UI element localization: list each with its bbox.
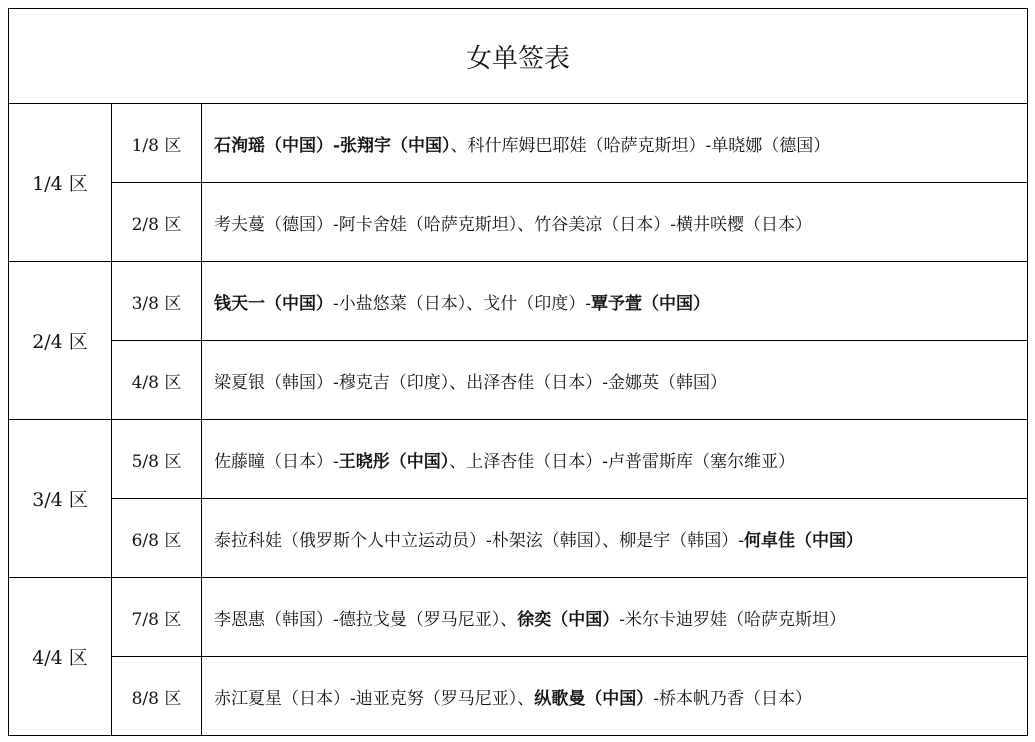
eighth-label: 4/8 区 (112, 341, 202, 420)
draw-segment: 李恩惠（韩国）-德拉戈曼（罗马尼亚）、 (214, 609, 518, 630)
draw-segment: -桥本帆乃香（日本） (653, 688, 812, 709)
draw-cell (202, 578, 1028, 657)
draw-segment: 泰拉科娃（俄罗斯个人中立运动员）-朴架泫（韩国）、柳是宇（韩国）- (214, 530, 744, 551)
eighth-label: 5/8 区 (112, 420, 202, 499)
eighth-label: 6/8 区 (112, 499, 202, 578)
draw-segment: 考夫蔓（德国）-阿卡舍娃（哈萨克斯坦）、竹谷美凉（日本）-横井咲樱（日本） (214, 214, 812, 235)
draw-segment: 、科什库姆巴耶娃（哈萨克斯坦）-单晓娜（德国） (450, 135, 831, 156)
title-row (9, 9, 1028, 104)
quarter-label: 4/4 区 (9, 578, 112, 736)
draw-segment: 梁夏银（韩国）-穆克吉（印度）、出泽杏佳（日本）-金娜英（韩国） (214, 372, 727, 393)
table-row (9, 420, 1028, 499)
draw-segment-chinese-player: 覃予萱（中国） (591, 293, 710, 314)
table-row (9, 341, 1028, 420)
table-row (9, 578, 1028, 657)
table-row (9, 104, 1028, 183)
eighth-label: 1/8 区 (112, 104, 202, 183)
quarter-label: 3/4 区 (9, 420, 112, 578)
draw-segment: 赤江夏星（日本）-迪亚克努（罗马尼亚）、 (214, 688, 535, 709)
draw-cell (202, 420, 1028, 499)
table-row (9, 499, 1028, 578)
draw-segment-chinese-player: 王晓彤（中国） (338, 451, 450, 472)
draw-segment: -米尔卡迪罗娃（哈萨克斯坦） (619, 609, 846, 630)
eighth-label: 2/8 区 (112, 183, 202, 262)
quarter-label: 1/4 区 (9, 104, 112, 262)
table-row (9, 262, 1028, 341)
draw-cell (202, 341, 1028, 420)
draw-segment-chinese-player: 钱天一（中国） (214, 293, 333, 314)
draw-cell (202, 262, 1028, 341)
quarter-label: 2/4 区 (9, 262, 112, 420)
eighth-label: 3/8 区 (112, 262, 202, 341)
draw-cell (202, 499, 1028, 578)
draw-segment: -小盐悠菜（日本）、戈什（印度）- (333, 293, 591, 314)
draw-cell (202, 104, 1028, 183)
table-title: 女单签表 (9, 9, 1028, 104)
draw-segment-chinese-player: 徐奕（中国） (517, 609, 620, 630)
eighth-label: 7/8 区 (112, 578, 202, 657)
draw-segment: 、上泽杏佳（日本）-卢普雷斯库（塞尔维亚） (449, 451, 795, 472)
table-row (9, 657, 1028, 736)
draw-table-body (9, 9, 1028, 736)
draw-segment-chinese-player: 何卓佳（中国） (744, 530, 863, 551)
draw-segment: 佐藤瞳（日本）- (214, 451, 339, 472)
eighth-label: 8/8 区 (112, 657, 202, 736)
draw-segment-chinese-player: 石洵瑶（中国）-张翔宇（中国） (214, 135, 451, 156)
draw-segment-chinese-player: 纵歌曼（中国） (534, 688, 654, 709)
draw-cell (202, 657, 1028, 736)
draw-sheet (8, 8, 1028, 736)
table-row (9, 183, 1028, 262)
draw-cell (202, 183, 1028, 262)
draw-table (8, 8, 1028, 736)
